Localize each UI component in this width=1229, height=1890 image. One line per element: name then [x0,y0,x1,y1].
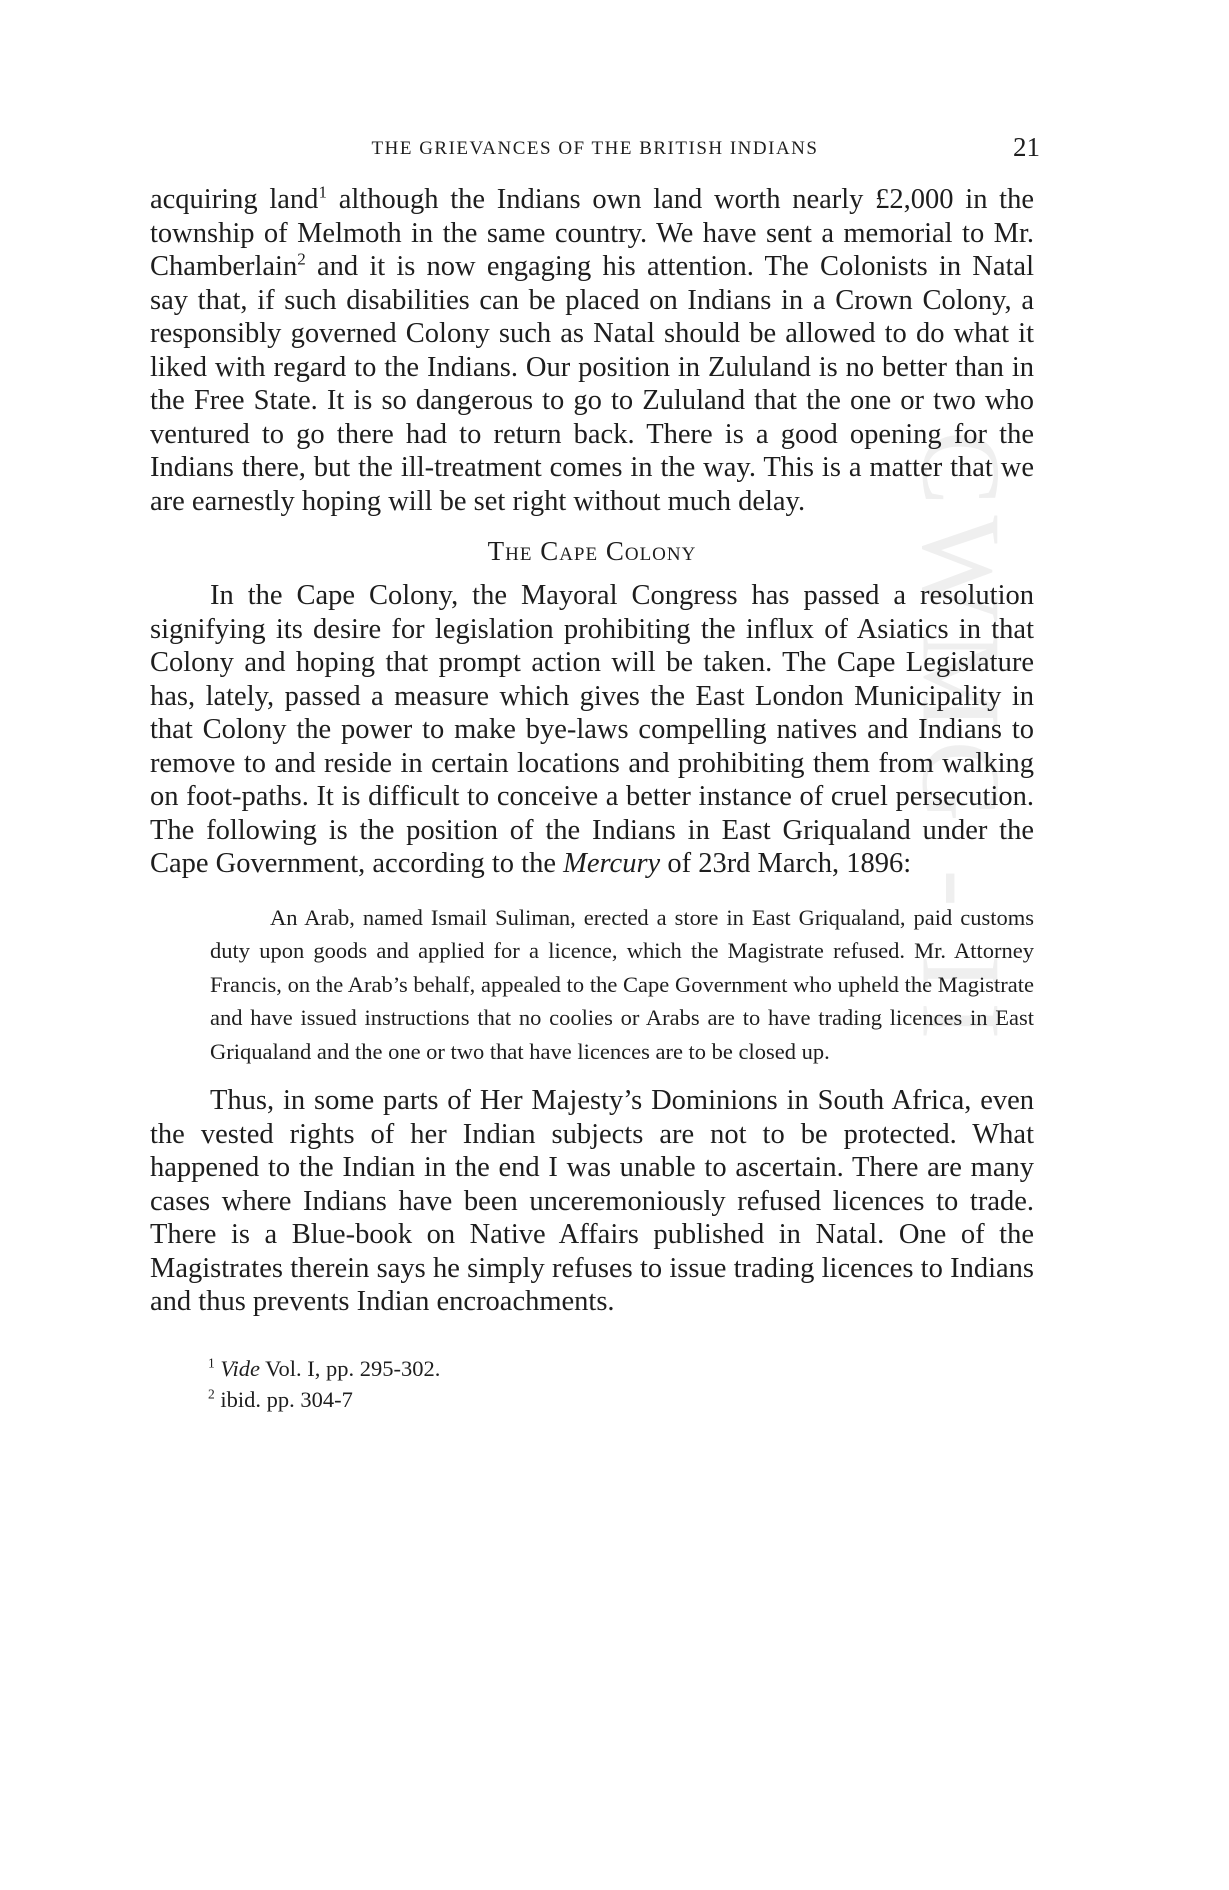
paragraph-1-text-b: although the Indians own land worth nearly £2,000 in the township of Melmoth in the same country. We have sent a memorial to Mr. Chamberlain [150,184,1034,282]
footnote-1 [208,1353,1034,1384]
running-head: THE GRIEVANCES OF THE BRITISH INDIANS [371,138,819,159]
section-heading: The Cape Colony [487,536,697,566]
footnote-ref-2: 2 [297,249,306,269]
page-body [150,183,1034,1415]
footnote-mark: 1 [208,1355,215,1370]
newspaper-title: Mercury [563,848,661,879]
paragraph-1-text-a: acquiring land [150,184,319,215]
footnote-text: ibid. pp. 304-7 [220,1386,353,1412]
footnote-italic: Vide [220,1355,260,1381]
footnote-2 [208,1384,1034,1415]
page-header [150,132,1040,168]
footnotes [208,1353,1034,1415]
paragraph-1-text-c: and it is now engaging his attention. The Colonists in Natal say that, if such disabilities can be placed on Indians in a Crown Colony, a responsibly governed Colony such as Natal should be allowed to do what it liked with regard to the Indians. Our position in Zululand is no better than in the Free State. It is so dangerous to go to Zululand that the one or two who ventured to go there had to return back. There is a good opening for the Indians there, but the ill-treatment comes in the way. This is a matter that we are earnestly hoping will be set right without much delay. [150,251,1034,517]
paragraph-1 [150,183,1034,518]
paragraph-2 [150,579,1034,881]
footnote-ref-1: 1 [318,182,327,202]
paragraph-2-text-a: In the Cape Colony, the Mayoral Congress has passed a resolution signifying its desire for legislation prohibiting the influx of Asiatics in that Colony and hoping that prompt action will be taken. The Cape Legislature has, lately, passed a measure which gives the East London Municipality in that Colony the power to make bye-laws compelling natives and Indians to remove to and reside in certain locations and prohibiting them from walking on foot-paths. It is difficult to conceive a better instance of cruel persecution. The following is the position of the Indians in East Griqualand under the Cape Government, according to the [150,580,1034,879]
paragraph-2-text-b: of 23rd March, 1896: [660,848,912,879]
paragraph-3: Thus, in some parts of Her Majesty’s Dominions in South Africa, even the vested rights of her Indian subjects are not to be protected. What happened to the Indian in the end I was unable to ascertain. There are many cases where Indians have been unceremoniously refused licences to trade. There is a Blue-book on Native Affairs published in Natal. One of the Magistrates therein says he simply refuses to issue trading licences to Indians and thus prevents Indian encroachments. [150,1085,1034,1317]
page-number: 21 [1013,132,1040,162]
watermark: CWMG - II [898,430,1023,1050]
block-quote: An Arab, named Ismail Suliman, erected a store in East Griqualand, paid customs duty upon goods and applied for a licence, which the Magistrate refused. Mr. Attorney Francis, on the Arab’s behalf, appealed to the Cape Government who upheld the Magistrate and have issued instructions that no coolies or Arabs are to have trading licences in East Griqualand and the one or two that have licences are to be closed up. [210,904,1034,1064]
footnote-mark: 2 [208,1386,215,1401]
footnote-text: Vol. I, pp. 295-302. [259,1355,441,1381]
